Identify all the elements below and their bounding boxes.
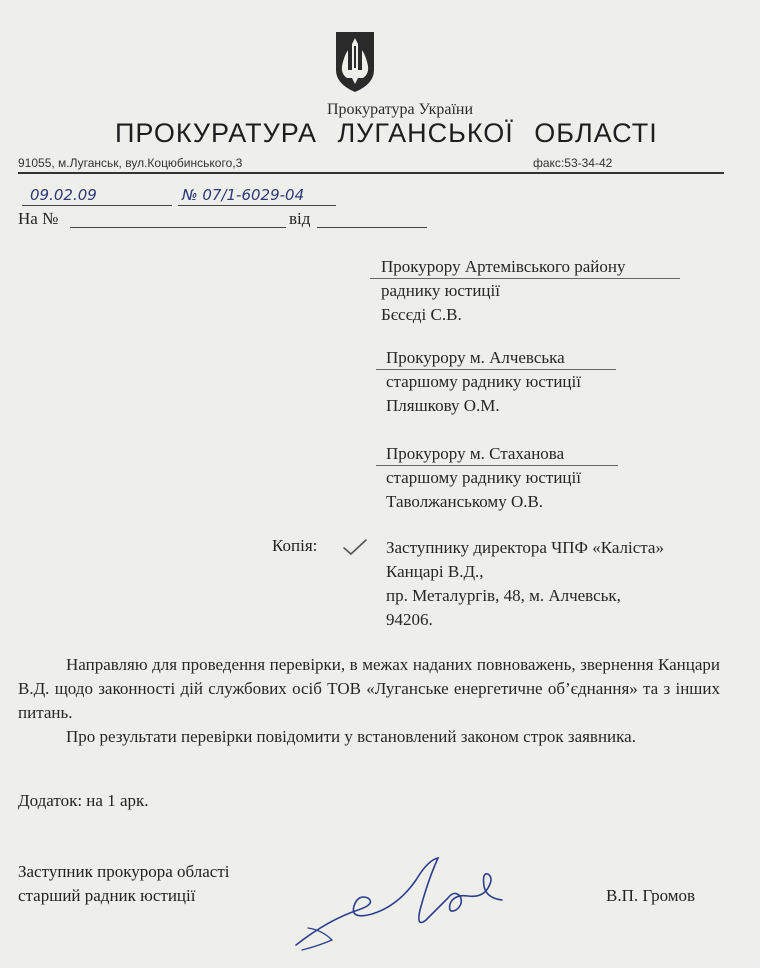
recipient-title: Прокурору м. Алчевська [386, 348, 565, 367]
office-fax: факс:53-34-42 [533, 156, 613, 170]
recipient-block [386, 346, 581, 418]
reference-number-label: На № [18, 209, 59, 228]
recipient-block [381, 255, 626, 327]
reference-date-blank [317, 227, 427, 228]
copy-line: 94206. [386, 610, 433, 629]
office-address: 91055, м.Луганськ, вул.Коцюбинського,3 [18, 156, 243, 170]
recipient-rank: старшому раднику юстиції [386, 468, 581, 487]
copy-line: Заступнику директора ЧПФ «Калiста» [386, 538, 664, 557]
reference-date-label: від [289, 209, 311, 228]
checkmark-icon [342, 537, 368, 557]
recipient-title-underline [376, 369, 616, 370]
body-paragraph: Направляю для проведення перевірки, в межах наданих повноважень, звернення Канцари В.Д. щодо законності дій службових осіб ТОВ «Луганське енергетичне об’єднання» та з інших питань. [18, 655, 720, 722]
header-divider [18, 172, 724, 174]
attachment-note: Додаток: на 1 арк. [18, 791, 149, 810]
signer-position: Заступник прокурора області [18, 862, 230, 881]
signer-rank: старший радник юстиції [18, 886, 196, 905]
outgoing-number: № 07/1-6029-04 [182, 186, 305, 204]
trident-emblem-icon [330, 30, 380, 94]
copy-line: Канцарі В.Д., [386, 562, 484, 581]
recipient-block [386, 442, 581, 514]
outgoing-date: 09.02.09 [30, 186, 97, 204]
recipient-title-underline [370, 278, 680, 279]
recipient-name: Таволжанському О.В. [386, 492, 544, 511]
number-underline [178, 205, 336, 206]
copy-label: Копія: [272, 536, 318, 555]
recipient-title: Прокурору м. Стаханова [386, 444, 565, 463]
copy-line: пр. Металургів, 48, м. Алчевськ, [386, 586, 621, 605]
body-paragraph: Про результати перевірки повідомити у встановлений законом строк заявника. [66, 727, 636, 746]
recipient-title-underline [376, 465, 618, 466]
ministry-name: Прокуратура України [326, 101, 474, 118]
office-title: ПРОКУРАТУРА ЛУГАНСЬКОЇ ОБЛАСТІ [115, 118, 658, 148]
handwritten-signature-icon [288, 850, 518, 960]
recipient-rank: раднику юстиції [381, 281, 500, 300]
recipient-name: Пляшкову О.М. [386, 396, 500, 415]
recipient-rank: старшому раднику юстиції [386, 372, 581, 391]
recipient-name: Бєсєді С.В. [381, 305, 462, 324]
date-underline [22, 205, 172, 206]
signer-name: В.П. Громов [606, 886, 696, 905]
copy-recipient-block [386, 536, 664, 632]
reference-number-blank [70, 227, 286, 228]
recipient-title: Прокурору Артемівського району [381, 257, 626, 276]
